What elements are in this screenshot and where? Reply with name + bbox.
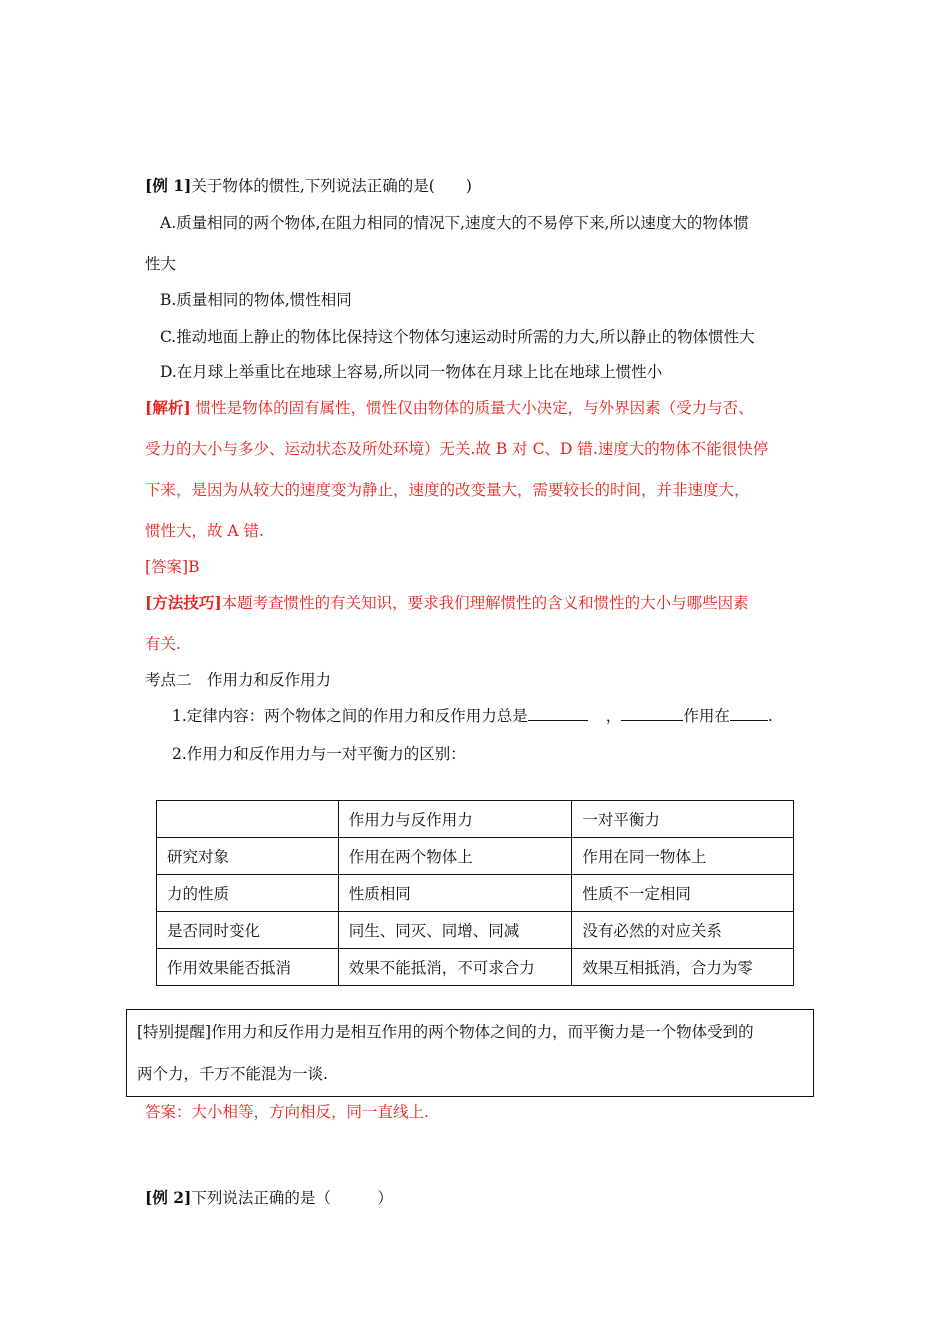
table-cell: 效果不能抵消，不可求合力 — [338, 949, 572, 986]
table-row — [157, 949, 794, 986]
option-b: B.质量相同的物体,惯性相同 — [160, 291, 352, 309]
example-2-question-text: 下列说法正确的是（ ） — [191, 1189, 393, 1207]
table-row — [157, 875, 794, 912]
method-tag: [方法技巧] — [145, 593, 222, 612]
analysis-line-2: 受力的大小与多少、运动状态及所处环境）无关.故 B 对 C、D 错.速度大的物体不能很快停 — [145, 440, 769, 458]
table-cell: 同生、同灭、同增、同减 — [338, 912, 572, 949]
analysis-text-1: 惯性是物体的固有属性，惯性仅由物体的质量大小决定，与外界因素（受力与否、 — [190, 399, 754, 417]
comparison-table — [156, 800, 794, 986]
table-row — [157, 912, 794, 949]
table-header-row — [157, 801, 794, 838]
method-line-2: 有关. — [145, 635, 181, 653]
method-line-1 — [145, 593, 749, 613]
example-2-question — [145, 1188, 393, 1208]
method-text-1: 本题考查惯性的有关知识，要求我们理解惯性的含义和惯性的大小与哪些因素 — [221, 594, 749, 612]
table-cell: 作用效果能否抵消 — [157, 949, 339, 986]
option-a-line-2: 性大 — [145, 255, 177, 273]
table-header-cell: 一对平衡力 — [572, 801, 794, 838]
analysis-line-3: 下来，是因为从较大的速度变为静止，速度的改变量大，需要较长的时间，并非速度大， — [145, 481, 750, 499]
blank-3[interactable] — [730, 706, 768, 721]
option-a-line-1: A.质量相同的两个物体,在阻力相同的情况下,速度大的不易停下来,所以速度大的物体惯 — [160, 214, 749, 232]
answer-2: 答案：大小相等，方向相反，同一直线上. — [145, 1103, 429, 1121]
law-prefix: 1.定律内容：两个物体之间的作用力和反作用力总是 — [172, 707, 528, 725]
blank-1[interactable] — [528, 706, 588, 721]
special-note-line-1: [特别提醒]作用力和反作用力是相互作用的两个物体之间的力，而平衡力是一个物体受到的 — [137, 1023, 754, 1041]
option-c: C.推动地面上静止的物体比保持这个物体匀速运动时所需的力大,所以静止的物体惯性大 — [160, 328, 755, 346]
answer-1: [答案]B — [145, 558, 200, 576]
table-header-cell — [157, 801, 339, 838]
law-end: . — [767, 707, 773, 725]
table-header-cell: 作用力与反作用力 — [338, 801, 572, 838]
analysis-tag: [解析] — [145, 398, 191, 417]
analysis-line-4: 惯性大，故 A 错. — [145, 522, 264, 540]
law-mid: 作用在 — [683, 707, 730, 725]
example-2-tag: [例 2] — [145, 1188, 192, 1207]
table-cell: 作用在同一物体上 — [572, 838, 794, 875]
table-cell: 性质不一定相同 — [572, 875, 794, 912]
example-1-tag: [例 1] — [145, 176, 192, 195]
example-1-question — [145, 176, 472, 196]
blank-2[interactable] — [621, 706, 683, 721]
table-cell: 没有必然的对应关系 — [572, 912, 794, 949]
section-2-heading: 考点二 作用力和反作用力 — [145, 671, 332, 689]
table-cell: 是否同时变化 — [157, 912, 339, 949]
option-d: D.在月球上举重比在地球上容易,所以同一物体在月球上比在地球上惯性小 — [160, 363, 663, 381]
table-cell: 作用在两个物体上 — [338, 838, 572, 875]
table-cell: 效果互相抵消，合力为零 — [572, 949, 794, 986]
difference-heading: 2.作用力和反作用力与一对平衡力的区别： — [172, 745, 466, 763]
law-content — [172, 706, 773, 726]
example-1-question-text: 关于物体的惯性,下列说法正确的是( ) — [191, 177, 472, 195]
special-note-line-2: 两个力，千万不能混为一谈. — [137, 1065, 328, 1083]
analysis-line-1 — [145, 398, 754, 418]
table-cell: 研究对象 — [157, 838, 339, 875]
law-comma: ， — [605, 707, 622, 725]
table-cell: 力的性质 — [157, 875, 339, 912]
table-cell: 性质相同 — [338, 875, 572, 912]
table-row — [157, 838, 794, 875]
special-note-box — [126, 1009, 814, 1097]
